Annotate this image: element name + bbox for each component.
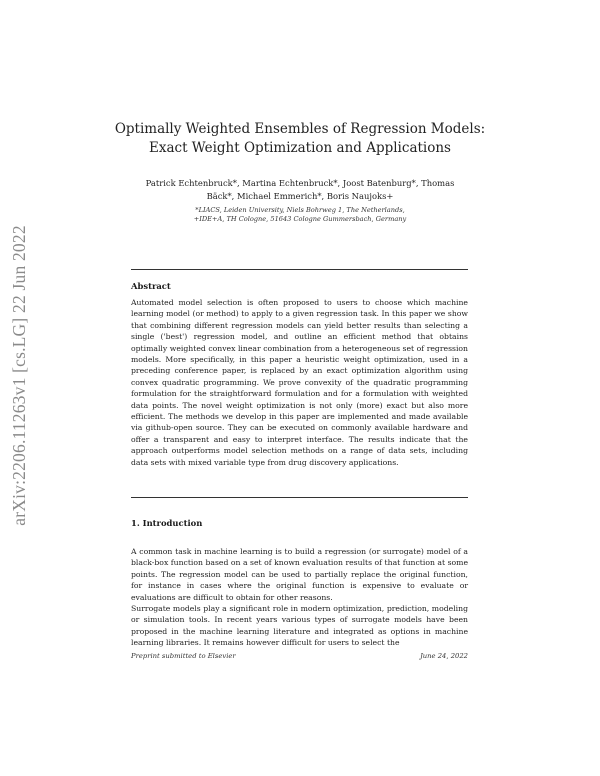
authors-line-2: Bäck*, Michael Emmerich*, Boris Naujoks+ (206, 190, 394, 201)
abstract-text: Automated model selection is often proposed to users to choose which machine learning model (or method) to apply to a given regression task. In this paper we show that combining different regression models can yield better results than selecting a single ('best') regression model, and outline an efficient method that obtains optimally weighted convex linear combination from a heterogeneous set of regression models. More specifically, in this paper a heuristic weight optimization, used in a preceding conference paper, is replaced by an exact optimization algorithm using convex quadratic programming. We prove convexity of the quadratic programming formulation for the straightforward formulation and for a formulation with weighted data points. The novel weight optimization is not only (more) exact but also more efficient. The methods we develop in this paper are implemented and made available via github-open source. They can be executed on commonly available hardware and offer a transparent and easy to interpret interface. The results indicate that the approach outperforms model selection methods on a range of data sets, including data sets with mixed variable type from drug discovery applications. (131, 298, 468, 467)
author-list (110, 177, 490, 202)
footer-preprint-note: Preprint submitted to Elsevier (131, 652, 236, 660)
abstract-bottom-rule (131, 497, 468, 498)
abstract-top-rule (131, 269, 468, 270)
affiliation-line-2: +IDE+A, TH Cologne, 51643 Cologne Gummersbach, Germany (193, 215, 407, 224)
arxiv-identifier-stamp (5, 200, 33, 550)
introduction-paragraph-1: A common task in machine learning is to build a regression (or surrogate) model of a black-box function based on a set of known evaluation results of that function at some points. The regression model can be used to partially replace the original function, for instance in cases where the original function is expensive to evaluate or evaluations are difficult to obtain for other reasons. (131, 547, 468, 602)
affiliations (100, 206, 500, 224)
abstract-heading: Abstract (131, 281, 171, 291)
introduction-paragraph-2: Surrogate models play a significant role in modern optimization, prediction, modeling or simulation tools. In recent years various types of surrogate models have been proposed in the machine learning literature and integrated as options in machine learning libraries. It remains however difficult for users to select the (131, 604, 468, 648)
paper-title (100, 120, 500, 158)
footer-date: June 24, 2022 (420, 652, 468, 660)
arxiv-identifier-text: arXiv:2206.11263v1 [cs.LG] 22 Jun 2022 (8, 224, 29, 526)
title-line-1: Optimally Weighted Ensembles of Regression Models: (114, 121, 486, 137)
title-line-2: Exact Weight Optimization and Applications (149, 140, 451, 156)
authors-line-1: Patrick Echtenbruck*, Martina Echtenbruck*, Joost Batenburg*, Thomas (145, 178, 455, 188)
affiliation-line-1: *LIACS, Leiden University, Niels Bohrweg 1, The Netherlands, (195, 206, 405, 214)
section-heading-introduction: 1. Introduction (131, 518, 203, 528)
